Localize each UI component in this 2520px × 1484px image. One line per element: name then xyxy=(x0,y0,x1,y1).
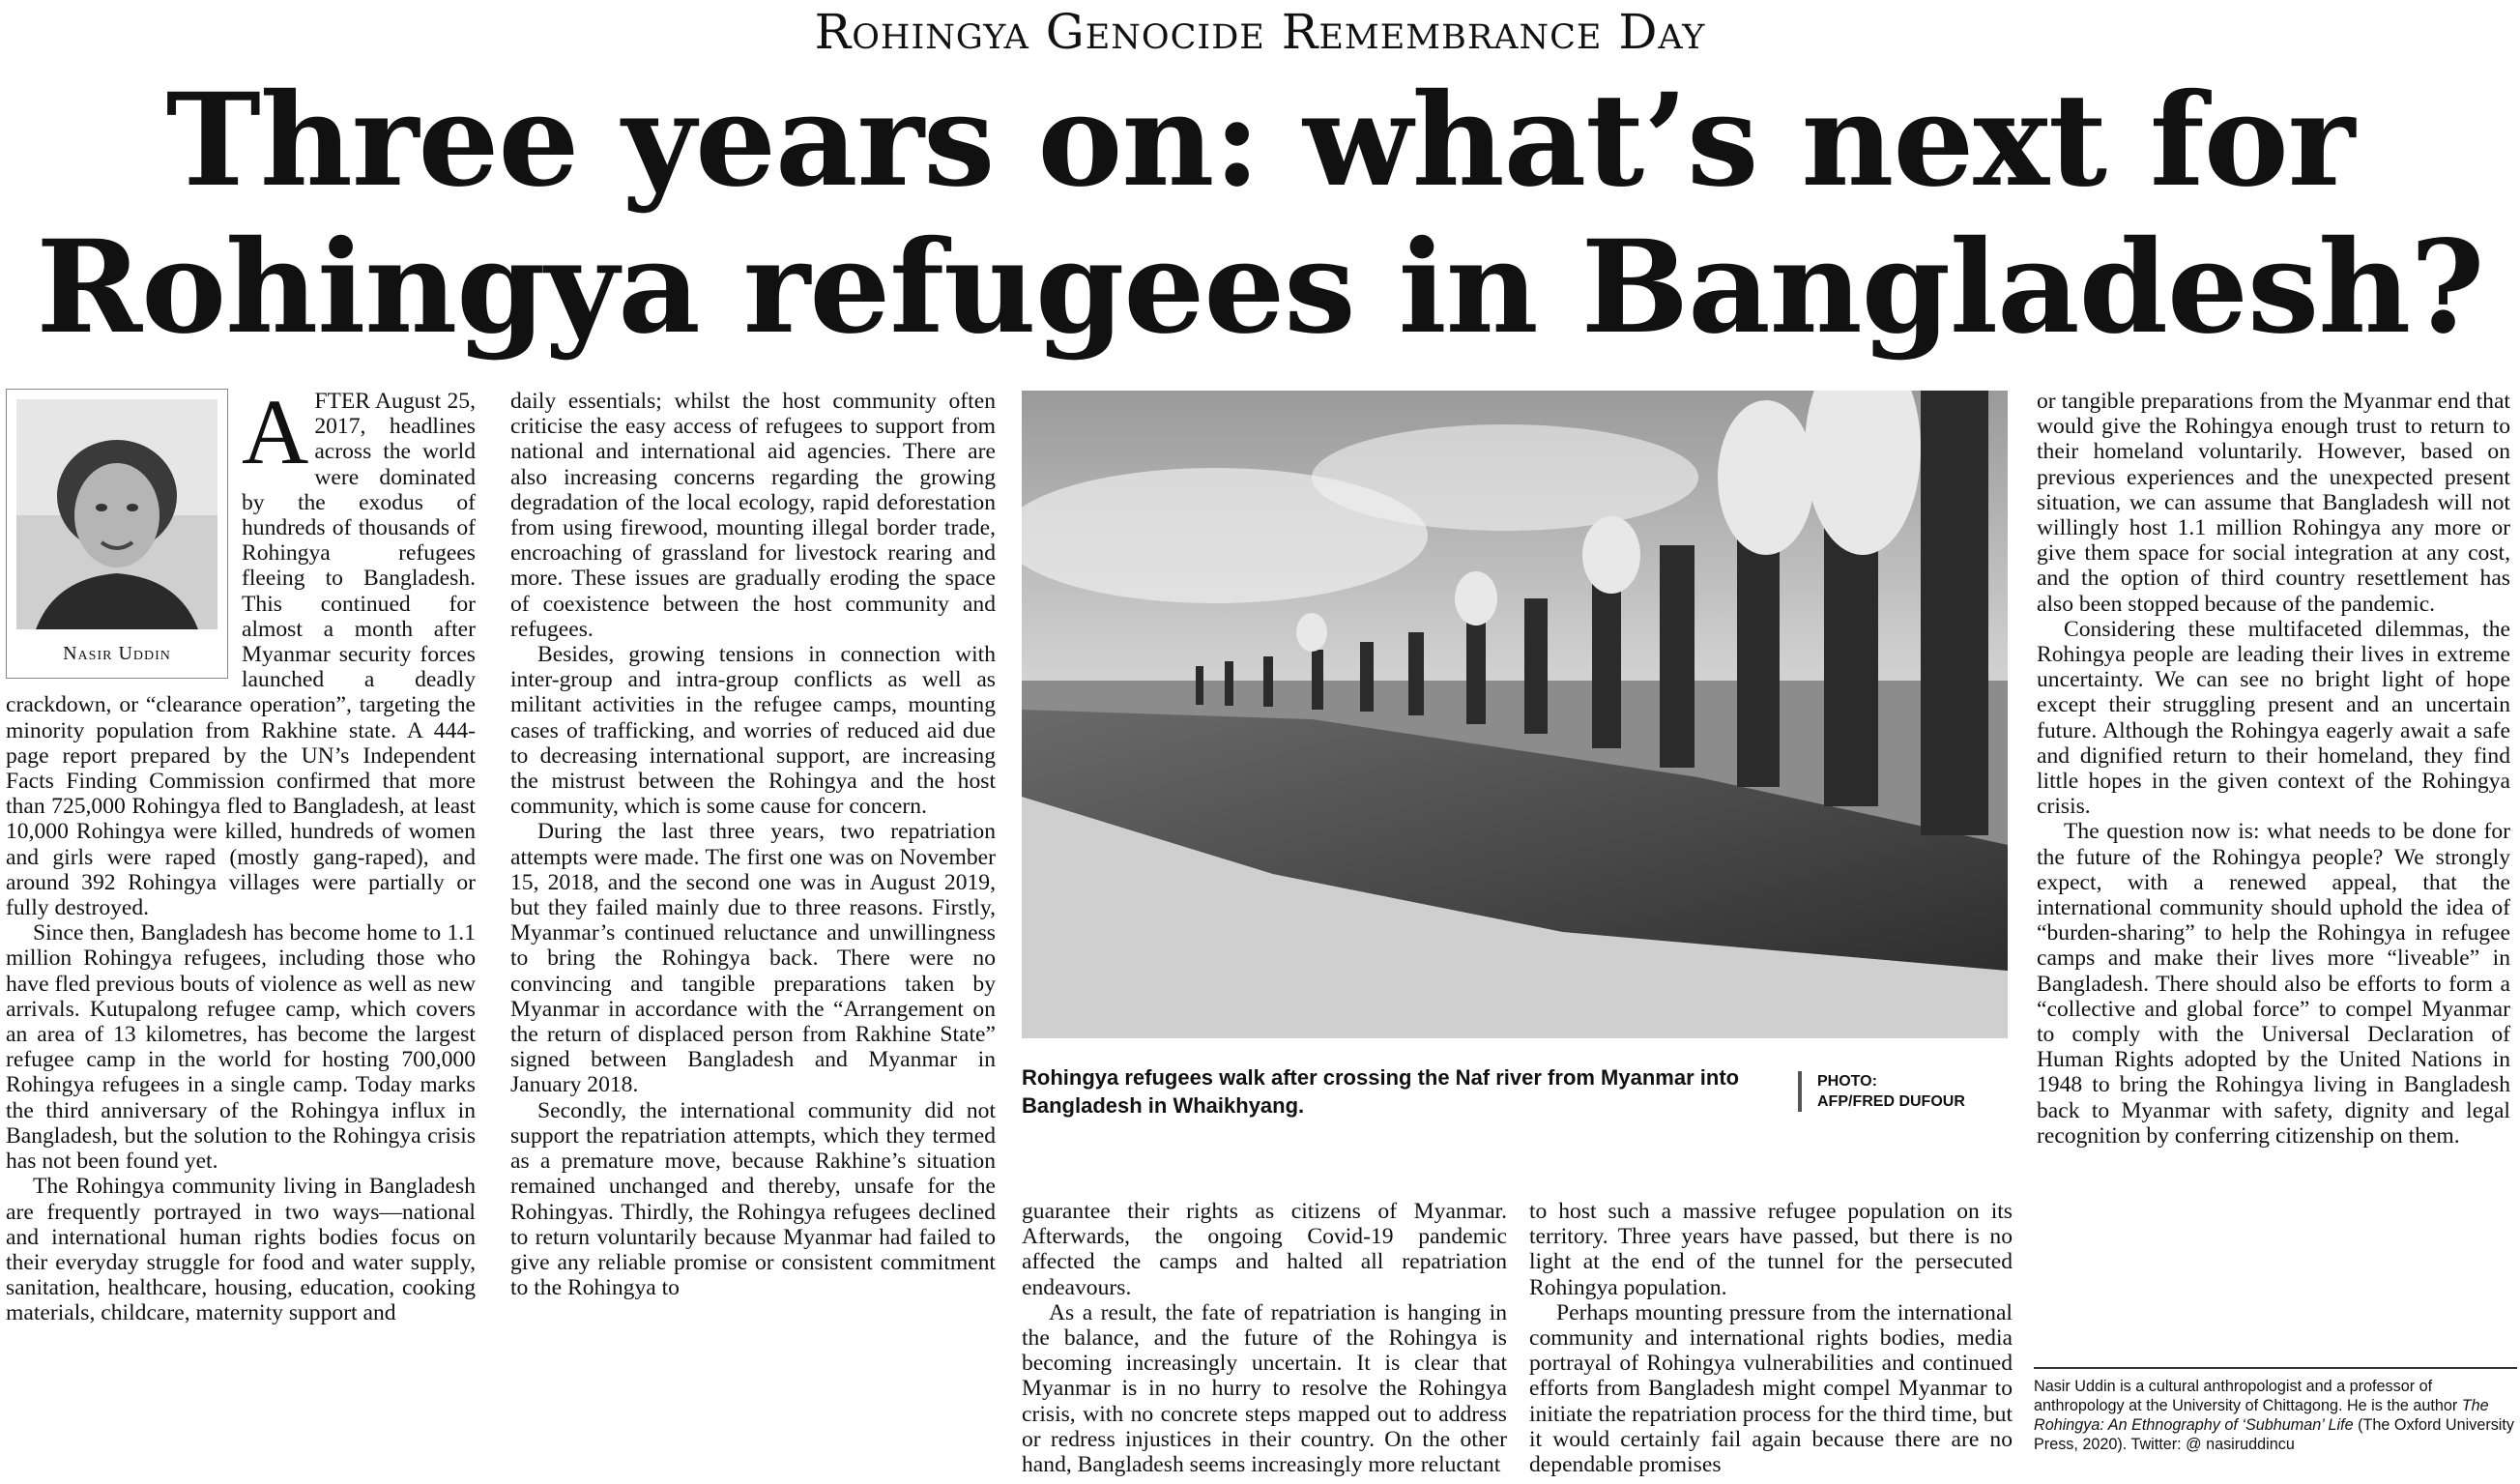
bio-text-end: (The Oxford University Press, 2020). Twitter: @ nasiruddincu xyxy=(2034,1416,2514,1453)
photo-credit-name: AFP/FRED DUFOUR xyxy=(1817,1093,1965,1110)
article-column-1 xyxy=(6,389,476,1484)
paragraph: daily essentials; whilst the host community often criticise the easy access of refugees to support from national and international aid agencies. There are also increasing concerns regarding the growing degradation of the local ecology, rapid deforestation from using firewood, mounting illegal border trade, encroaching of grassland for livestock rearing and more. These issues are gradually eroding the space of coexistence between the host community and refugees. xyxy=(510,389,996,642)
headline-line-2: Rohingya refugees in Bangladesh? xyxy=(36,213,2484,363)
article-column-2 xyxy=(510,389,996,1484)
author-card xyxy=(6,389,228,679)
paragraph: to host such a massive refugee population on its territory. Three years have passed, but there is no light at the end of the tunnel for the persecuted Rohingya population. xyxy=(1529,1199,2013,1300)
article-column-3 xyxy=(1022,1199,1507,1484)
bio-book-title: The Rohingya: An Ethnography of ‘Subhuman’ Life xyxy=(2034,1397,2489,1434)
paragraph: Secondly, the international community did not support the repatriation attempts, which they termed as a premature move, because Rakhine’s situation remained unchanged and thereby, unsafe for the Rohingyas. Thirdly, the Rohingya refugees declined to return voluntarily because Myanmar had failed to give any reliable promise or consistent commitment to the Rohingya to xyxy=(510,1097,996,1301)
paragraph: The question now is: what needs to be done for the future of the Rohingya people? We strongly expect, with a renewed appeal, that the international community should uphold the idea of “burden-sharing” to help the Rohingya in refugee camps and make their lives more “liveable” in Bangladesh. There should also be efforts to form a “collective and global force” to compel Myanmar to comply with the Universal Declaration of Human Rights adopted by the United Nations in 1948 to bring the Rohingya living in Bangladesh back to Myanmar with safety, dignity and legal recognition by conferring citizenship on them. xyxy=(2037,819,2510,1149)
photo-credit xyxy=(1798,1071,2040,1112)
paragraph: As a result, the fate of repatriation is hanging in the balance, and the future of the Rohingya is becoming increasingly uncertain. It is clear that Myanmar is in no hurry to resolve the Rohingya crisis, with no concrete steps mapped out to address or redress injustices in their country. On the other hand, Bangladesh seems increasingly more reluctant xyxy=(1022,1299,1507,1478)
paragraph: During the last three years, two repatriation attempts were made. The first one was on November 15, 2018, and the second one was in August 2019, but they failed mainly due to three reasons. Firstly, Myanmar’s continued reluctance and unwillingness to bring the Rohingya back. There were no convincing and tangible preparations taken by Myanmar in accordance with the “Arrangement on the return of displaced person from Rakhine State” signed between Bangladesh and Myanmar in January 2018. xyxy=(510,819,996,1098)
headline-line-1: Three years on: what’s next for xyxy=(165,66,2355,216)
paragraph: Besides, growing tensions in connection with inter-group and intra-group conflicts as well as militant activities in the refugee camps, mounting cases of trafficking, and worries of reduced aid due to decreasing international support, are increasing the mistrust between the Rohingya and the host community, which is some cause for concern. xyxy=(510,642,996,820)
paragraph: guarantee their rights as citizens of Myanmar. Afterwards, the ongoing Covid-19 pandemic affected the camps and halted all repatriation endeavours. xyxy=(1022,1199,1507,1300)
author-bio xyxy=(2034,1367,2517,1454)
article-column-4 xyxy=(1529,1199,2013,1484)
headline xyxy=(0,68,2520,362)
paragraph: or tangible preparations from the Myanmar end that would give the Rohingya enough trust to return to their homeland voluntarily. However, based on previous experiences and the unexpected present situation, we can assume that Bangladesh will not willingly host 1.1 million Rohingya any more or give them space for social integration at any cost, and the option of third country resettlement has also been stopped because of the pandemic. xyxy=(2037,389,2510,617)
bio-text-start: Nasir Uddin is a cultural anthropologist and a professor of anthropology at the University of Chittagong. He is the author xyxy=(2034,1378,2462,1414)
photo-credit-label: PHOTO: xyxy=(1817,1073,1877,1090)
article-photo xyxy=(1022,391,2008,1038)
author-photo xyxy=(16,399,217,629)
photo-caption: Rohingya refugees walk after crossing the Naf river from Myanmar into Bangladesh in Whaikhyang. xyxy=(1022,1065,1740,1118)
paragraph: Considering these multifaceted dilemmas, the Rohingya people are leading their lives in extreme uncertainty. We can see no bright light of hope except their struggling present and an uncertain future. Although the Rohingya eagerly await a safe and dignified return to their homeland, they find little hopes in the given context of the Rohingya crisis. xyxy=(2037,616,2510,820)
author-name: Nasir Uddin xyxy=(63,643,171,664)
article-column-5 xyxy=(2037,389,2510,1360)
drop-cap: A xyxy=(242,389,309,483)
paragraph: Since then, Bangladesh has become home to 1.1 million Rohingya refugees, including those who have fled previous bouts of violence as well as new arrivals. Kutupalong refugee camp, which covers an area of 13 kilometres, has become the largest refugee camp in the world for hosting 700,000 Rohingya refugees in a single camp. Today marks the third anniversary of the Rohingya influx in Bangladesh, but the solution to the Rohingya crisis has not been found yet. xyxy=(6,920,476,1175)
paragraph: The Rohingya community living in Bangladesh are frequently portrayed in two ways—national and international human rights bodies focus on their everyday struggle for food and water supply, sanitation, healthcare, housing, education, cooking materials, childcare, maternity support and xyxy=(6,1174,476,1326)
section-kicker: Rohingya Genocide Remembrance Day xyxy=(814,4,1706,60)
paragraph: Perhaps mounting pressure from the international community and international rights bodies, media portrayal of Rohingya vulnerabilities and continued efforts from Bangladesh might compel Myanmar to initiate the repatriation process for the third time, but it would certainly fail again because there are no dependable promises xyxy=(1529,1299,2013,1478)
paragraph: FTER August 25, 2017, headlines across the world were dominated by the exodus of hundreds of thousands of Rohingya refugees fleeing to Bangladesh. This continued for almost a month after Myanmar security forces launched a deadly crackdown, or “clearance operation”, targeting the minority population from Rakhine state. A 444-page report prepared by the UN’s Independent Facts Finding Commission confirmed that more than 725,000 Rohingya fled to Bangladesh, at least 10,000 Rohingya were killed, hundreds of women and girls were raped (mostly gang-raped), and around 392 Rohingya villages were partially or fully destroyed. xyxy=(6,389,476,921)
